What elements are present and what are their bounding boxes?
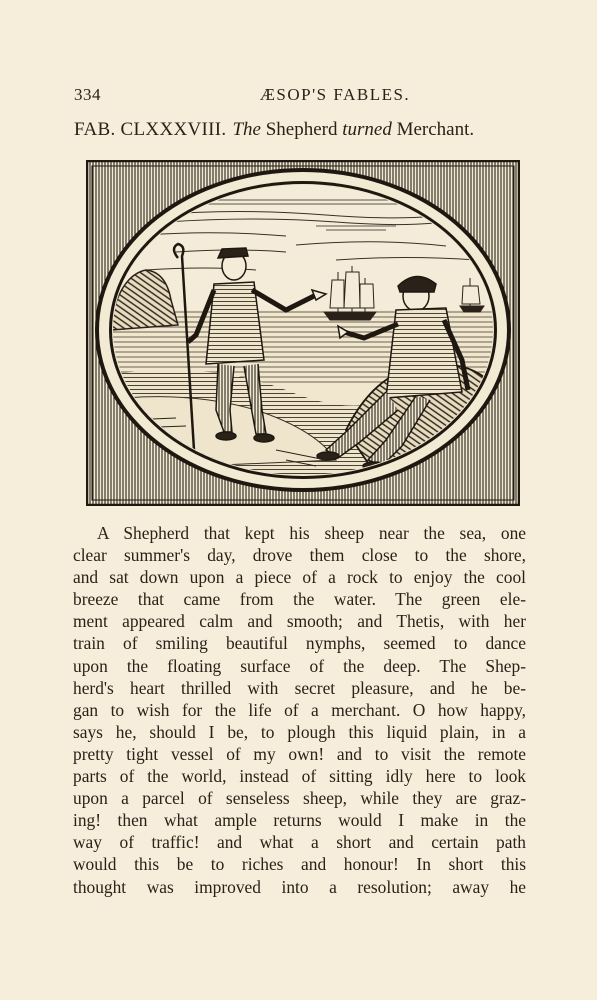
fable-title-part: turned xyxy=(342,119,392,140)
text-line: breeze that came from the water. The green ele- xyxy=(73,589,526,610)
text-line: upon a parcel of senseless sheep, while they are graz- xyxy=(73,788,526,809)
text-line: parts of the world, instead of sitting idly here to look xyxy=(73,766,526,787)
fable-title-part: The xyxy=(232,119,261,140)
fable-title-part: Merchant. xyxy=(391,119,475,140)
fable-number: FAB. CLXXXVIII. xyxy=(74,119,227,140)
text-line: train of smiling beautiful nymphs, seemed to dance xyxy=(73,633,526,654)
text-line: would this be to riches and honour! In short this xyxy=(73,854,526,875)
text-line: clear summer's day, drove them close to the shore, xyxy=(73,545,526,566)
text-line: A Shepherd that kept his sheep near the sea, one xyxy=(97,523,526,543)
fable-body-text xyxy=(73,522,526,898)
fable-heading xyxy=(74,119,526,141)
text-line: and sat down upon a piece of a rock to enjoy the cool xyxy=(73,567,526,588)
text-line: herd's heart thrilled with secret pleasure, and he be- xyxy=(73,677,526,698)
fable-title-part: Shepherd xyxy=(260,119,343,140)
text-line: ing! then what ample returns would I make in the xyxy=(73,810,526,831)
page-number: 334 xyxy=(74,85,101,104)
fable-title xyxy=(232,119,474,140)
woodcut-illustration xyxy=(86,160,520,506)
book-title: ÆSOP'S FABLES. xyxy=(259,85,411,104)
running-head xyxy=(74,85,526,107)
text-line: thought was improved into a resolution; away he xyxy=(73,876,526,897)
text-line: ment appeared calm and smooth; and Thetis, with her xyxy=(73,611,526,632)
text-line: pretty tight vessel of my own! and to visit the remote xyxy=(73,743,526,764)
woodcut-shepherd-and-merchant-icon xyxy=(86,160,520,506)
text-line: says he, should I be, to plough this liquid plain, in a xyxy=(73,721,526,742)
paragraph xyxy=(73,522,526,898)
text-line: way of traffic! and what a short and certain path xyxy=(73,832,526,853)
text-line: upon the floating surface of the deep. The Shep- xyxy=(73,655,526,676)
text-line: gan to wish for the life of a merchant. O how happy, xyxy=(73,699,526,720)
